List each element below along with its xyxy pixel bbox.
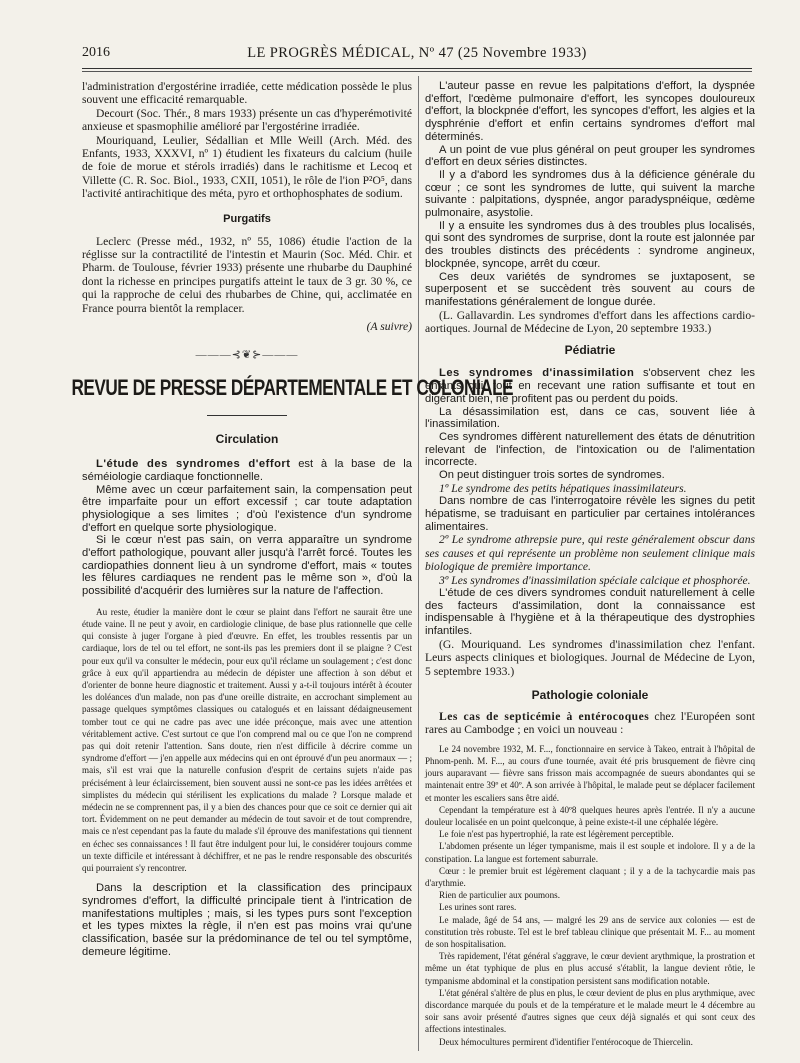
lead-rest: s'observent chez les enfants qui, tout en recevant une ration suffisante et tout en digérant bien, ne profitent pas ou perdent du poids.: [425, 367, 755, 405]
paragraph: [425, 367, 755, 405]
section-heading-pediatrie: Pédiatrie: [564, 343, 616, 358]
paragraph: l'administration d'ergostérine irradiée, cette médication possède le plus souvent une efficacité remarquable.: [82, 80, 412, 107]
paragraph: Mouriquand, Leulier, Sédallian et Mlle Weill (Arch. Méd. des Enfants, 1933, XXXVI, nº 1) étudient les fixateurs du calcium (huile de foie de morue et stérols irradiés) dans le rachitisme et Lecoq et Villette (C. R. Soc. Biol., 1933, CXII, 1051), le rôle de l'ion P²O⁵, dans l'activité antirachitique des méta, pyro et orthophosphates de sodium.: [82, 133, 412, 201]
lead-phrase: Les cas de septicémie à entérocoques: [439, 709, 650, 723]
paragraph: Dans nombre de cas l'interrogatoire révèle les signes du petit hépatisme, se traduisant en particulier par certaines intolérances alimentaires.: [425, 495, 755, 533]
citation: (G. Mouriquand. Les syndromes d'inassimilation chez l'enfant. Leurs aspects cliniques et biologiques. Journal de Médecine de Lyon, 5 septembre 1933.): [425, 637, 755, 678]
paragraph: La désassimilation est, dans ce cas, souvent liée à l'inassimilation.: [425, 405, 755, 431]
header-rule: [82, 68, 752, 69]
small-paragraph: Très rapidement, l'état général s'aggrave, le cœur devient arythmique, la prostration et même un état typhique de plus en plus accusé s'établit, la langue devient rôtie, le tympanisme abdominal et la constipation persistent sans modification notable.: [425, 951, 755, 986]
paragraph: [82, 458, 412, 483]
paragraph: Il y a d'abord les syndromes dus à la déficience générale du cœur ; ce sont les syndromes de lutte, qui suivent la marche suivante : palpitations, dyspnée, angor paradyspnéique, œdème pulmonaire, asystolie.: [425, 168, 755, 220]
small-paragraph: Deux hémocultures permirent d'identifier l'entérocoque de Thiercelin.: [439, 1036, 693, 1047]
small-paragraph: Rien de particulier aux poumons.: [439, 890, 560, 901]
paragraph: Il y a ensuite les syndromes dus à des troubles plus localisés, qui sont des syndromes de surprise, dont la route est jalonnée par des troubles distincts des précédents : syndrome angineux, blockpnée, syncope, arrêt du cœur.: [425, 219, 755, 270]
list-item: 3º Les syndromes d'inassimilation spéciale calcique et phosphorée.: [439, 573, 751, 587]
small-paragraph: Au reste, étudier la manière dont le cœur se plaint dans l'effort ne saurait être une étude vaine. Il ne peut y avoir, en cardiologie clinique, de base plus rationnelle que celle qui consiste à juger l'organe à pied d'œuvre. En effet, les troubles ressentis par un cardiaque, lors de tel ou tel effort, ne sont-ils pas les premiers dont il se plaigne ? C'est pour eux qu'il va consulter le médecin, pour eux qu'il réclame un soulagement ; c'est donc grâce à eux qu'il appartiendra au médecin de dépister une affection à son début et d'orienter de bonne heure diagnostic et traitement. Aussi y a-t-il toujours intérêt à écouter les doléances d'un malade, non pas d'une oreille distraite, en accrochant simplement au passage quelques symptômes classiques ou catalogués et en laissant dédaigneusement tomber tout ce qui ne cadre pas avec une idée préconçue, mais avec une attention véritablement active. C'est surtout ce que l'on comprend mal ou ce que l'on ne comprend pas qui doit retenir l'attention. Sans doute, rien n'est difficile à décrire comme un syndrome d'effort — j'en appelle aux médecins qui en ont éprouvé d'un peu anormaux — ; mais, s'il est vrai que la naturelle confusion d'esprit de certains sujets n'aide pas précisément à leur éclaircissement, bien souvent aussi ne sont-ce pas les idées arrêtées et simplistes du médecin qui stérilisent les explications du malade ? Lorsque malade et médecin ne se comprennent pas, il y a bien des chances pour que ce soit ce dernier qui ait tort. Évidemment on ne peut demander au médecin de tout savoir et de tout comprendre, mais ce n'est cependant pas la faute du malade s'il éprouve des manifestations qui tiennent en échec ses connaissances ! Il faut être indulgent pour lui, le considérer toujours comme un texte difficile et intéressant à déchiffrer, et ne pas le rendre responsable des obscurités qui pourraient s'y rencontrer.: [82, 606, 412, 874]
paragraph: L'étude de ces divers syndromes conduit naturellement à celle des facteurs d'assimilation, dont la connaissance est indispensable à l'hygiène et à la thérapeutique des dystrophies infantiles.: [425, 586, 755, 638]
small-paragraph: Le 24 novembre 1932, M. F..., fonctionnaire en service à Takeo, entrait à l'hôpital de Phnom-penh. M. F..., au cours d'une tournée, avait été pris brusquement de fièvre cinq jours auparavant — fièvre sans frisson mais accompagnée de sueurs abondantes qui se maintenait entre 39º et 40º. A son arrivée à l'hôpital, le malade peut se déplacer facilement et monter les escaliers sans être aidé.: [425, 743, 755, 803]
right-column: [425, 80, 755, 1048]
lead-rest: chez l'Européen sont rares au Cambodge ; en voici un nouveau :: [425, 709, 755, 737]
paragraph: [425, 710, 755, 737]
page-number: 2016: [82, 45, 110, 60]
paragraph: A un point de vue plus général on peut grouper les syndromes d'effort en deux séries distinctes.: [425, 143, 755, 169]
column-divider: [418, 76, 419, 1051]
ornament-divider: ———⊰❦⊱———: [195, 349, 299, 362]
header-rule-thin: [82, 71, 752, 72]
section-heading-coloniale: Pathologie coloniale: [531, 687, 649, 702]
section-main-title: REVUE DE PRESSE DÉPARTEMENTALE ET COLONIALE: [71, 375, 514, 401]
title-rule: [207, 415, 287, 416]
lead-phrase: Les syndromes d'inassimilation: [439, 367, 635, 380]
page-header: [82, 45, 752, 65]
lead-phrase: L'étude des syndromes d'effort: [96, 458, 291, 471]
paragraph: L'auteur passe en revue les palpitations d'effort, la dyspnée d'effort, l'œdème pulmonaire d'effort, les syncopes douloureux d'effort, la blockpnée d'effort, les syncopes d'effort, les algies et la dysphrénie d'effort et enfin certains syndromes d'effort mal déterminés.: [425, 80, 755, 143]
small-paragraph: Le malade, âgé de 54 ans, — malgré les 29 ans de service aux colonies — est de constitution très robuste. Tel est le bref tableau clinique que présentait M. F... au moment de son hospitalisation.: [425, 914, 755, 950]
paragraph: On peut distinguer trois sortes de syndromes.: [439, 469, 665, 482]
small-paragraph: L'abdomen présente un léger tympanisme, mais il est souple et indolore. Il y a de la constipation. La langue est fortement saburrale.: [425, 841, 755, 864]
small-paragraph: Cependant la température est à 40º8 quelques heures après l'entrée. Il n'y a aucune douleur localisée en un point quelconque, à peine existe-t-il une céphalée légère.: [425, 804, 755, 827]
citation: (L. Gallavardin. Les syndromes d'effort dans les affections cardio-aortiques. Journal de Médecine de Lyon, 20 septembre 1933.): [425, 308, 755, 336]
small-paragraph: Le foie n'est pas hypertrophié, la rate est légèrement perceptible.: [439, 829, 674, 840]
section-heading-purgatifs: Purgatifs: [223, 212, 271, 225]
list-item: 1º Le syndrome des petits hépatiques inassimilateurs.: [439, 481, 687, 495]
paragraph: Decourt (Soc. Thér., 8 mars 1933) présente un cas d'hyperémotivité anxieuse et spasmophilie amélioré par l'ergostérine irradiée.: [82, 106, 412, 134]
paragraph: Ces deux variétés de syndromes se juxtaposent, se superposent et se succèdent très souvent au cours de manifestations généralement de longue durée.: [425, 270, 755, 308]
paragraph: Dans la description et la classification des principaux syndromes d'effort, la difficulté principale tient à l'intrication de manifestations multiples ; mais, si les types purs sont l'exception et les types mixtes la règle, il n'en est pas moins vrai qu'une classification, basée sur la prédominance de tel ou tel symptôme, demeure légitime.: [82, 882, 412, 958]
section-heading-circulation: Circulation: [215, 432, 279, 447]
small-paragraph: L'état général s'altère de plus en plus, le cœur devient de plus en plus arythmique, avec discordance marquée du pouls et de la température et le malade meurt le 4 décembre au soir sans avoir présenté d'autres signes que ceux déjà signalés et qui sont ceux des affections intestinales.: [425, 987, 755, 1035]
continuation-note: (A suivre): [366, 320, 412, 334]
list-item: 2º Le syndrome athrepsie pure, qui reste généralement obscur dans ses causes et qui représente un problème non seulement clinique mais biologique de première importance.: [425, 533, 755, 574]
paragraph: Leclerc (Presse méd., 1932, nº 55, 1086) étudie l'action de la réglisse sur la contractilité de l'intestin et Maurin (Soc. Méd. Chir. et Pharm. de Toulouse, février 1933) présente une rhubarbe du Dauphiné dont la richesse en principes purgatifs atteint le taux de 3 gr. 30 %, ce qui la rapproche de celui des rhubarbes de Chine, qui, acclimatée en France pourra bientôt la remplacer.: [82, 234, 412, 315]
journal-title: LE PROGRÈS MÉDICAL, Nº 47 (25 Novembre 1933): [247, 45, 587, 61]
small-paragraph: Les urines sont rares.: [439, 902, 517, 913]
small-paragraph: Cœur : le premier bruit est légèrement claquant ; il y a de la tachycardie mais pas d'arythmie.: [425, 865, 755, 889]
paragraph: Même avec un cœur parfaitement sain, la compensation peut être imparfaite pour un effort excessif ; car toute adaptation physiologique a ses limites ; d'où l'existence d'un syndrome d'effort en quelque sorte physiologique.: [82, 483, 412, 534]
lead-rest: est à la base de la séméiologie cardiaque fonctionnelle.: [82, 458, 412, 483]
paragraph: Si le cœur n'est pas sain, on verra apparaître un syndrome d'effort pathologique, pouvant aller jusqu'à l'arrêt forcé. Toutes les cardiopathies donnent lieu à un syndrome d'effort, mais « toutes les fêlures cardiaques ne rendent pas le même son », d'où la possibilité d'acquérir des lumières sur la nature de l'affection.: [82, 534, 412, 598]
paragraph: Ces syndromes diffèrent naturellement des états de dénutrition relevant de l'infection, de l'intoxication ou de l'alimentation incorrecte.: [425, 430, 755, 469]
